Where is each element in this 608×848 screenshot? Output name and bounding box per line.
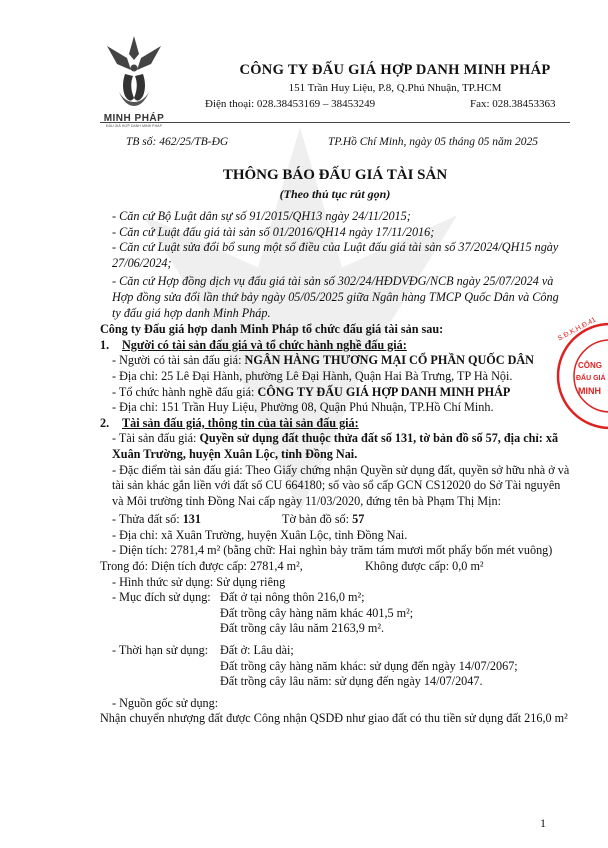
asset-owner-value: NGÂN HÀNG THƯƠNG MẠI CỔ PHẦN QUỐC DÂN bbox=[244, 353, 534, 368]
phone-number: Điện thoại: 028.38453169 – 38453249 bbox=[205, 98, 376, 110]
area-not-granted: Không được cấp: 0,0 m² bbox=[365, 559, 484, 574]
area-breakdown bbox=[100, 559, 570, 575]
document-title: THÔNG BÁO ĐẤU GIÁ TÀI SẢN bbox=[222, 167, 448, 183]
purpose-item: Đất trồng cây hàng năm khác 401,5 m²; bbox=[220, 605, 414, 620]
asset-owner-label: - Người có tài sản đấu giá: bbox=[112, 353, 245, 368]
parcel-number bbox=[112, 512, 282, 528]
map-value: 57 bbox=[352, 512, 365, 527]
origin-text: Nhận chuyển nhượng đất được Công nhận QSDĐ như giao đất có thu tiền sử dụng đất 216,0 m² bbox=[100, 711, 568, 726]
purpose-list bbox=[220, 590, 413, 637]
company-address: 151 Trần Huy Liệu, P.8, Q.Phú Nhuận, TP.HCM bbox=[288, 82, 502, 94]
term-list bbox=[220, 643, 518, 690]
legal-basis-3: - Căn cứ Luật sửa đổi bổ sung một số điều của Luật đấu giá tài sản số 37/2024/QH15 ngày 27/06/2024; bbox=[112, 240, 559, 270]
document-body bbox=[100, 203, 570, 727]
issue-date: TP.Hồ Chí Minh, ngày 05 tháng 05 năm 2025 bbox=[328, 136, 538, 148]
legal-basis-2: - Căn cứ Luật đấu giá tài sản số 01/2016/QH14 ngày 17/11/2016; bbox=[112, 224, 435, 239]
map-label: Tờ bản đồ số: bbox=[282, 512, 353, 527]
asset-owner-address: - Địa chỉ: 25 Lê Đại Hành, phường Lê Đại Hành, Quận Hai Bà Trưng, TP Hà Nội. bbox=[112, 368, 513, 383]
page-number: 1 bbox=[540, 816, 546, 830]
auction-org-address: - Địa chỉ: 151 Trần Huy Liệu, Phường 08, Quận Phú Nhuận, TP.Hồ Chí Minh. bbox=[112, 400, 494, 415]
purpose-item: Đất trồng cây lâu năm 2163,9 m². bbox=[220, 621, 385, 636]
company-contact bbox=[205, 98, 585, 110]
logo-subtext: ĐẤU GIÁ HỢP DANH MINH PHÁP bbox=[106, 124, 162, 128]
parcel-label: - Thửa đất số: bbox=[112, 512, 183, 527]
header-divider bbox=[100, 122, 570, 123]
section-2-heading bbox=[100, 416, 570, 432]
term-label: - Thời hạn sử dụng: bbox=[112, 643, 209, 658]
section-2-title: Tài sản đấu giá, thông tin của tài sản đấu giá: bbox=[122, 415, 359, 430]
reference-number: TB số: 462/25/TB-ĐG bbox=[126, 136, 229, 148]
origin-label: - Nguồn gốc sử dụng: bbox=[112, 695, 219, 710]
auction-org bbox=[100, 385, 570, 401]
area-granted: Trong đó: Diện tích được cấp: 2781,4 m², bbox=[100, 559, 303, 574]
fax-number: Fax: 028.38453363 bbox=[470, 98, 556, 110]
parcel-info bbox=[100, 512, 570, 528]
asset-label: - Tài sản đấu giá: bbox=[112, 431, 200, 446]
stamp-text-1: CÔNG bbox=[578, 361, 602, 370]
parcel-location: - Địa chỉ: xã Xuân Trường, huyện Xuân Lộc, tỉnh Đồng Nai. bbox=[112, 527, 408, 542]
purpose-label: - Mục đích sử dụng: bbox=[112, 590, 211, 605]
term-item: Đất ở: Lâu dài; bbox=[220, 643, 294, 658]
asset-features: - Đặc điểm tài sản đấu giá: Theo Giấy chứng nhận Quyền sử dụng đất, quyền sở hữu nhà ở và tài sản khác gắn liền với đất số CU 664180; số vào sổ cấp GCN CS12020 do Sở Tài nguyên và Môi trường tỉnh Đồng Nai cấp ngày 11/03/2020, đứng tên bà Phạm Thị Mịn: bbox=[112, 462, 570, 508]
company-logo bbox=[103, 34, 165, 128]
purpose-item: Đất ở tại nông thôn 216,0 m²; bbox=[220, 590, 365, 605]
logo-emblem-icon bbox=[103, 34, 165, 108]
auction-org-label: - Tổ chức hành nghề đấu giá: bbox=[112, 384, 258, 399]
parcel-area: - Diện tích: 2781,4 m² (bằng chữ: Hai nghìn bảy trăm tám mươi mốt phẩy bốn mét vuông) bbox=[112, 543, 553, 558]
section-1-heading bbox=[100, 338, 570, 354]
map-sheet bbox=[282, 512, 364, 528]
parcel-value: 131 bbox=[182, 512, 201, 527]
auction-org-value: CÔNG TY ĐẤU GIÁ HỢP DANH MINH PHÁP bbox=[257, 384, 511, 399]
logo-text: MINH PHÁP bbox=[103, 113, 165, 124]
intro-line: Công ty Đấu giá hợp danh Minh Pháp tổ chức đấu giá tài sản sau: bbox=[100, 322, 444, 337]
legal-basis-1: - Căn cứ Bộ Luật dân sự số 91/2015/QH13 ngày 24/11/2015; bbox=[112, 209, 411, 223]
term-item: Đất trồng cây hàng năm khác: sử dụng đến ngày 14/07/2067; bbox=[220, 658, 518, 673]
section-1-title: Người có tài sản đấu giá và tổ chức hành nghề đấu giá: bbox=[122, 337, 407, 352]
company-seal-stamp bbox=[548, 318, 608, 436]
term-item: Đất trồng cây lâu năm: sử dụng đến ngày 14/07/2047. bbox=[220, 674, 483, 689]
document-subtitle: (Theo thủ tục rút gọn) bbox=[279, 187, 391, 201]
section-2-number: 2. bbox=[100, 415, 110, 430]
usage-purpose bbox=[100, 590, 570, 637]
legal-basis-4: - Căn cứ Hợp đồng dịch vụ đấu giá tài sản số 302/24/HĐDVĐG/NCB ngày 25/07/2024 và Hợp đồng sửa đổi lần thứ bảy ngày 05/05/2025 giữa Ngân hàng TMCP Quốc Dân và Công ty đấu giá hợp danh Minh Pháp. bbox=[112, 274, 559, 320]
company-name: CÔNG TY ĐẤU GIÁ HỢP DANH MINH PHÁP bbox=[239, 62, 551, 78]
usage-form: - Hình thức sử dụng: Sử dụng riêng bbox=[112, 574, 286, 589]
stamp-text-3: MINH bbox=[578, 386, 601, 396]
stamp-rim-text: S.Đ.K.H.Đ.41 bbox=[556, 316, 598, 343]
usage-term bbox=[100, 643, 570, 690]
section-1-number: 1. bbox=[100, 337, 110, 352]
stamp-text-2: ĐẤU GIÁ bbox=[576, 375, 606, 382]
asset-owner bbox=[100, 353, 570, 369]
asset-value: Quyền sử dụng đất thuộc thửa đất số 131, tờ bản đồ số 57, địa chỉ: xã Xuân Trường, huyện Xuân Lộc, tỉnh Đồng Nai. bbox=[112, 431, 559, 461]
asset-description bbox=[100, 431, 570, 462]
